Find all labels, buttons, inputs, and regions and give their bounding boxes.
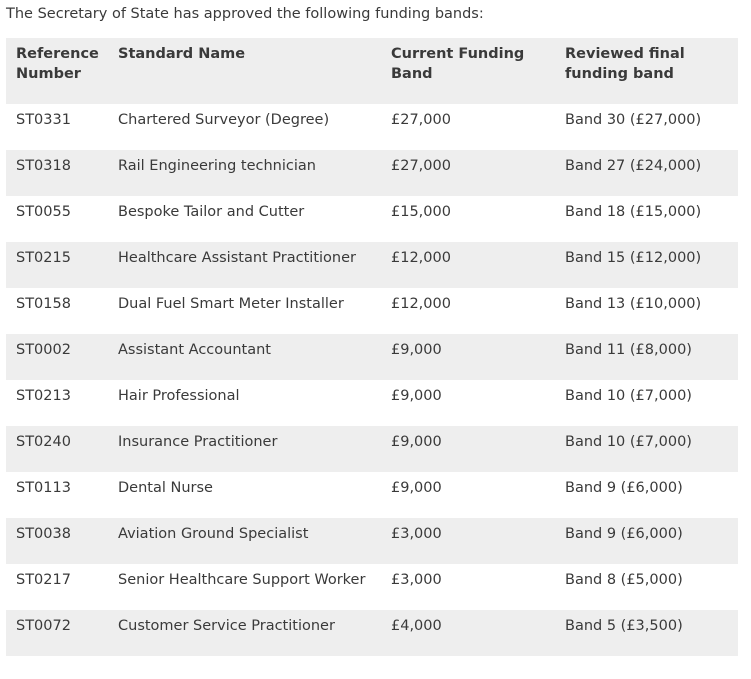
cell-reference-number: ST0318 (6, 150, 108, 196)
header-reference-number: Reference Number (6, 38, 108, 104)
cell-current-funding-band: £4,000 (381, 610, 555, 656)
table-header-row (6, 38, 738, 104)
cell-standard-name: Dual Fuel Smart Meter Installer (108, 288, 381, 334)
cell-current-funding-band: £9,000 (381, 380, 555, 426)
table-row (6, 242, 738, 288)
header-standard-name: Standard Name (108, 38, 381, 104)
cell-current-funding-band: £3,000 (381, 518, 555, 564)
cell-standard-name: Chartered Surveyor (Degree) (108, 104, 381, 150)
cell-standard-name: Healthcare Assistant Practitioner (108, 242, 381, 288)
cell-reviewed-funding-band: Band 10 (£7,000) (555, 426, 738, 472)
cell-standard-name: Insurance Practitioner (108, 426, 381, 472)
table-row (6, 288, 738, 334)
cell-current-funding-band: £9,000 (381, 334, 555, 380)
cell-reference-number: ST0331 (6, 104, 108, 150)
cell-reference-number: ST0240 (6, 426, 108, 472)
cell-reviewed-funding-band: Band 11 (£8,000) (555, 334, 738, 380)
cell-current-funding-band: £15,000 (381, 196, 555, 242)
cell-reference-number: ST0113 (6, 472, 108, 518)
cell-standard-name: Bespoke Tailor and Cutter (108, 196, 381, 242)
cell-current-funding-band: £9,000 (381, 472, 555, 518)
table-row (6, 196, 738, 242)
header-current-funding-band: Current Funding Band (381, 38, 555, 104)
cell-current-funding-band: £27,000 (381, 150, 555, 196)
cell-reference-number: ST0215 (6, 242, 108, 288)
table-row (6, 472, 738, 518)
cell-reviewed-funding-band: Band 30 (£27,000) (555, 104, 738, 150)
table-row (6, 610, 738, 656)
cell-current-funding-band: £12,000 (381, 288, 555, 334)
table-row (6, 380, 738, 426)
cell-reviewed-funding-band: Band 9 (£6,000) (555, 472, 738, 518)
cell-standard-name: Assistant Accountant (108, 334, 381, 380)
header-reviewed-funding-band: Reviewed final funding band (555, 38, 738, 104)
cell-reviewed-funding-band: Band 13 (£10,000) (555, 288, 738, 334)
cell-reference-number: ST0158 (6, 288, 108, 334)
cell-reviewed-funding-band: Band 18 (£15,000) (555, 196, 738, 242)
cell-standard-name: Customer Service Practitioner (108, 610, 381, 656)
cell-standard-name: Dental Nurse (108, 472, 381, 518)
cell-reference-number: ST0217 (6, 564, 108, 610)
cell-reference-number: ST0038 (6, 518, 108, 564)
table-row (6, 150, 738, 196)
table-row (6, 334, 738, 380)
cell-reviewed-funding-band: Band 27 (£24,000) (555, 150, 738, 196)
cell-reference-number: ST0055 (6, 196, 108, 242)
table-body (6, 104, 738, 656)
cell-standard-name: Rail Engineering technician (108, 150, 381, 196)
table-row (6, 426, 738, 472)
cell-reviewed-funding-band: Band 5 (£3,500) (555, 610, 738, 656)
table-row (6, 564, 738, 610)
cell-reference-number: ST0072 (6, 610, 108, 656)
cell-standard-name: Hair Professional (108, 380, 381, 426)
cell-reviewed-funding-band: Band 8 (£5,000) (555, 564, 738, 610)
table-row (6, 104, 738, 150)
intro-text: The Secretary of State has approved the following funding bands: (6, 6, 484, 22)
cell-standard-name: Aviation Ground Specialist (108, 518, 381, 564)
cell-reviewed-funding-band: Band 15 (£12,000) (555, 242, 738, 288)
table-row (6, 518, 738, 564)
cell-reference-number: ST0002 (6, 334, 108, 380)
cell-reference-number: ST0213 (6, 380, 108, 426)
cell-current-funding-band: £3,000 (381, 564, 555, 610)
cell-reviewed-funding-band: Band 9 (£6,000) (555, 518, 738, 564)
cell-current-funding-band: £27,000 (381, 104, 555, 150)
cell-reviewed-funding-band: Band 10 (£7,000) (555, 380, 738, 426)
cell-current-funding-band: £9,000 (381, 426, 555, 472)
cell-current-funding-band: £12,000 (381, 242, 555, 288)
funding-bands-table (6, 38, 738, 656)
cell-standard-name: Senior Healthcare Support Worker (108, 564, 381, 610)
